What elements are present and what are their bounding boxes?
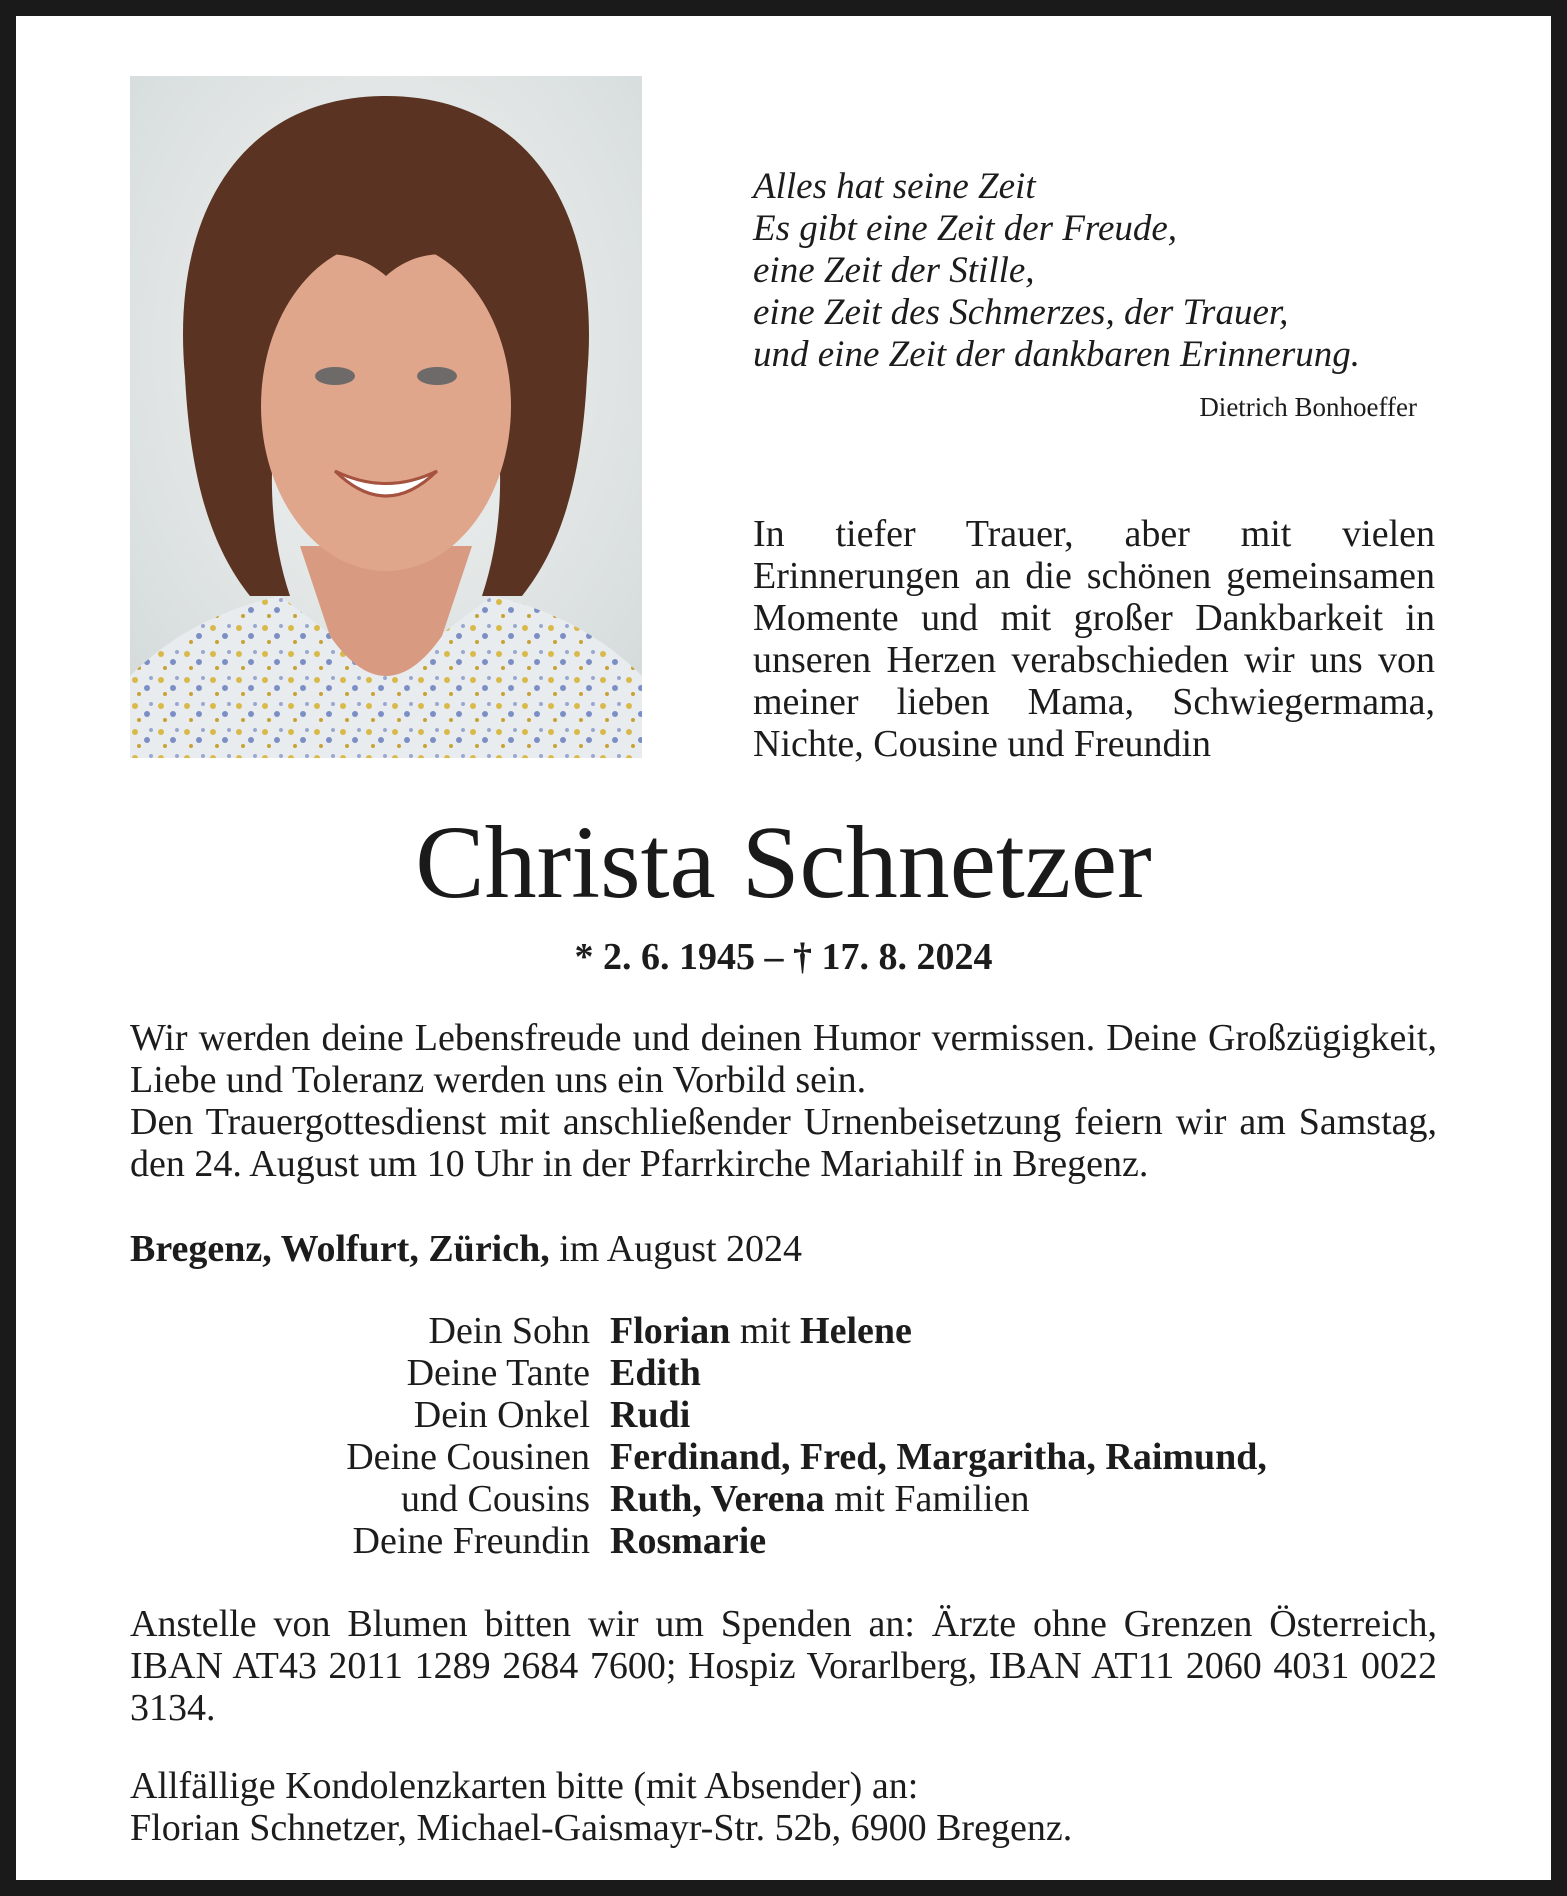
place-date — [130, 1227, 802, 1271]
family-names — [610, 1394, 690, 1436]
family-role: Deine Cousinen — [346, 1436, 590, 1478]
family-member-name: Florian — [610, 1310, 731, 1352]
family-names — [610, 1478, 1029, 1520]
portrait-photo — [130, 76, 642, 758]
intro-paragraph: In tiefer Trauer, aber mit vielen Erinnerungen an die schönen gemeinsamen Momente und mit großer Dankbarkeit in unseren Herzen verabschieden wir uns von meiner lieben Mama, Schwiegermama, Nichte, Cousine und Freundin — [753, 513, 1435, 765]
poem-line: eine Zeit des Schmerzes, der Trauer, — [753, 292, 1289, 333]
family-names — [610, 1352, 701, 1394]
family-role: Dein Sohn — [428, 1310, 590, 1352]
family-row — [130, 1478, 1437, 1520]
places: Bregenz, Wolfurt, Zürich, — [130, 1228, 550, 1270]
family-names — [610, 1310, 912, 1352]
poem-author: Dietrich Bonhoeffer — [1199, 392, 1417, 422]
memorial-paragraph: Wir werden deine Lebensfreude und deinen Humor vermissen. Deine Großzügigkeit, Liebe und Toleranz werden uns ein Vorbild sein. — [130, 1017, 1437, 1101]
family-row — [130, 1310, 1437, 1352]
condolence-address — [130, 1765, 1437, 1849]
family-row — [130, 1436, 1437, 1478]
poem-line: und eine Zeit der dankbaren Erinnerung. — [753, 334, 1360, 375]
family-names — [610, 1436, 1267, 1478]
family-connector: mit — [730, 1310, 801, 1352]
donation-paragraph: Anstelle von Blumen bitten wir um Spenden an: Ärzte ohne Grenzen Österreich, IBAN AT43 2011 1289 2684 7600; Hospiz Vorarlberg, IBAN AT11 2060 4031 0022 3134. — [130, 1603, 1437, 1729]
family-role: Dein Onkel — [413, 1394, 590, 1436]
family-connector: mit Familien — [824, 1478, 1030, 1520]
date: im August 2024 — [559, 1228, 803, 1270]
memorial-text — [130, 1017, 1437, 1185]
family-row — [130, 1520, 1437, 1562]
family-names — [610, 1520, 766, 1562]
family-member-name: Ruth, Verena — [610, 1478, 825, 1520]
family-role: Deine Freundin — [352, 1520, 590, 1562]
family-member-name: Rosmarie — [610, 1520, 767, 1562]
family-row — [130, 1394, 1437, 1436]
family-role: und Cousins — [401, 1478, 590, 1520]
poem-line: eine Zeit der Stille, — [753, 250, 1035, 291]
condolence-line: Florian Schnetzer, Michael-Gaismayr-Str. 52b, 6900 Bregenz. — [130, 1807, 1073, 1849]
deceased-name: Christa Schnetzer — [415, 805, 1152, 920]
poem-line: Es gibt eine Zeit der Freude, — [753, 208, 1178, 249]
family-list — [130, 1310, 1437, 1562]
family-member-name: Rudi — [610, 1394, 691, 1436]
condolence-line: Allfällige Kondolenzkarten bitte (mit Absender) an: — [130, 1765, 919, 1807]
poem — [753, 166, 1433, 376]
family-row — [130, 1352, 1437, 1394]
family-member-name: Helene — [800, 1310, 912, 1352]
family-member-name: Edith — [610, 1352, 701, 1394]
family-member-name: Ferdinand, Fred, Margaritha, Raimund, — [610, 1436, 1267, 1478]
poem-line: Alles hat seine Zeit — [753, 166, 1036, 207]
life-dates: * 2. 6. 1945 – † 17. 8. 2024 — [574, 936, 993, 978]
funeral-paragraph: Den Trauergottesdienst mit anschließender Urnenbeisetzung feiern wir am Samstag, den 24. August um 10 Uhr in der Pfarrkirche Mariahilf in Bregenz. — [130, 1101, 1437, 1185]
family-role: Deine Tante — [406, 1352, 590, 1394]
